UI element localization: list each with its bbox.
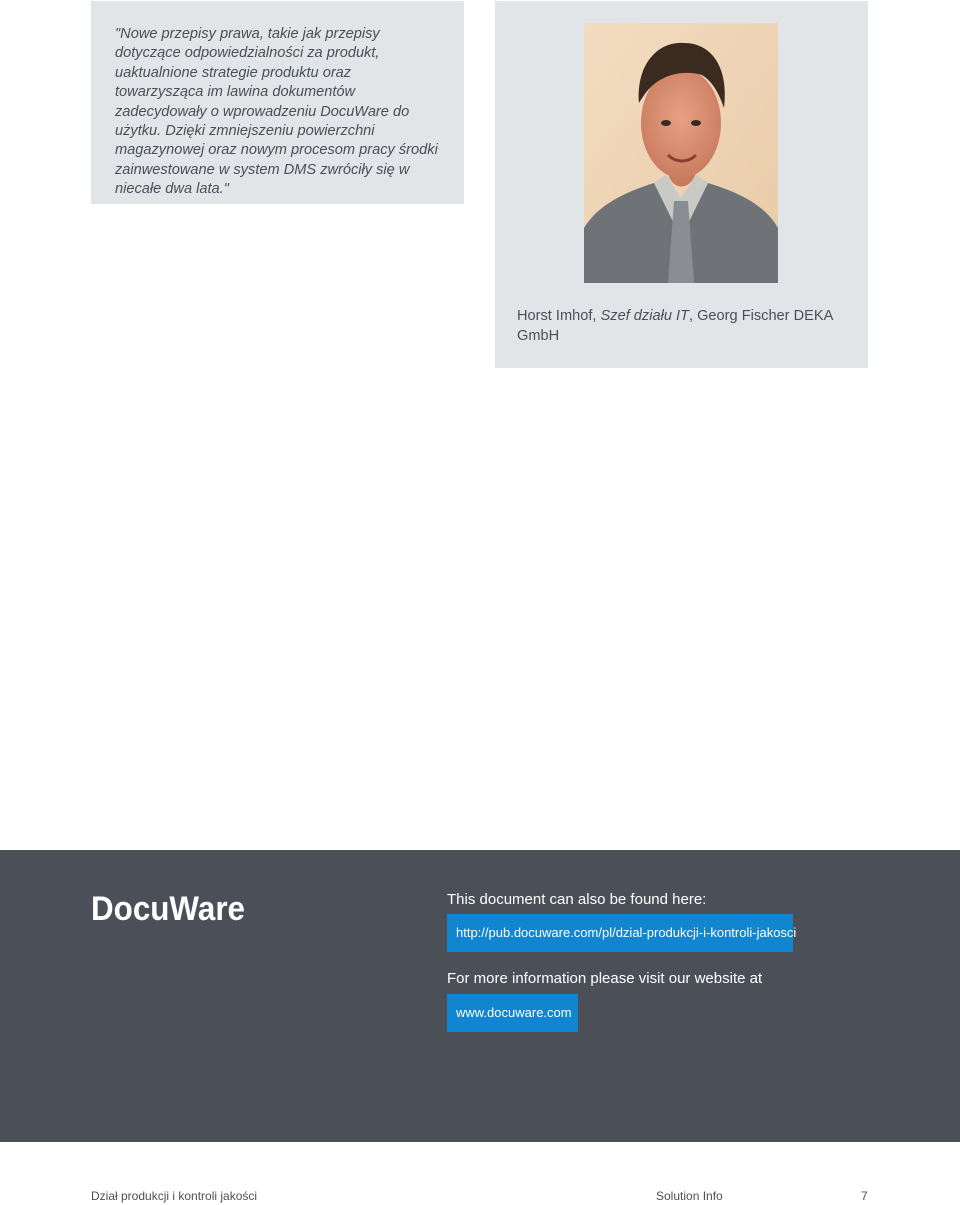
quote-text: "Nowe przepisy prawa, takie jak przepisy dotyczące odpowiedzialności za produkt, uaktualnione strategie produktu oraz towarzysząca im lawina dokumentów zadecydowały o wprowadzeniu DocuWare do użytku. Dzięki zmniejszeniu powierzchni magazynowej oraz nowym procesom pracy środki zainwestowane w system DMS zwróciły się w niecałe dwa lata.": [115, 26, 438, 198]
footer-doc-type: Solution Info: [656, 1189, 723, 1203]
person-box: [495, 1, 868, 368]
footer-section: Dział produkcji i kontroli jakości: [91, 1189, 258, 1203]
footer-band: [0, 850, 960, 1142]
logo-text: DocuWare: [91, 890, 245, 924]
found-label: This document can also be found here:: [447, 891, 707, 908]
quote-box: [91, 1, 464, 204]
person-photo: [584, 23, 778, 283]
person-caption: [517, 307, 847, 346]
docuware-logo: [91, 890, 245, 924]
page-number: 7: [861, 1189, 868, 1203]
info-label: For more information please visit our website at: [447, 970, 763, 987]
person-name: Horst Imhof,: [517, 308, 597, 324]
person-company: , Georg Fischer DEKA GmbH: [517, 308, 833, 344]
document-url-link[interactable]: http://pub.docuware.com/pl/dzial-produkcji-i-kontroli-jakosci: [447, 914, 793, 952]
website-link[interactable]: www.docuware.com: [447, 994, 578, 1032]
person-role: Szef działu IT: [600, 308, 689, 324]
